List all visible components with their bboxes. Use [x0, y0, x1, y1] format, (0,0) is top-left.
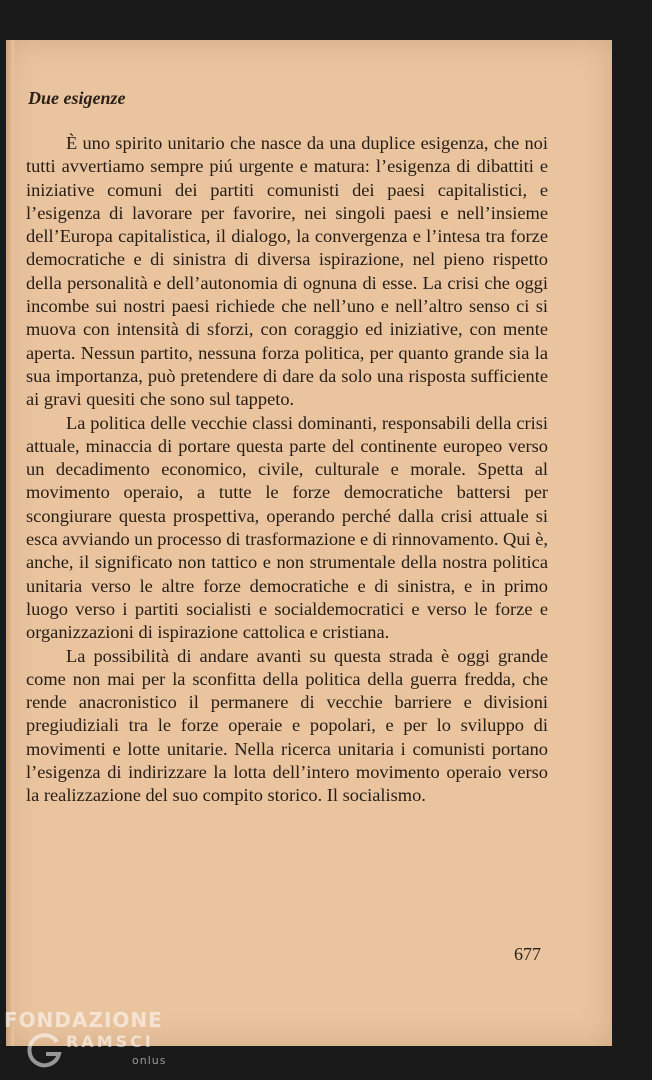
- body-text: [26, 132, 548, 808]
- section-title: Due esigenze: [28, 88, 126, 108]
- watermark-line-3: onlus: [132, 1054, 167, 1067]
- page-number: 677: [514, 944, 541, 964]
- paragraph-1: È uno spirito unitario che nasce da una duplice esigenza, che noi tutti avvertiamo sempre piú urgente e matura: l’esigenza di dibattiti e iniziative comuni dei partiti comunisti dei paesi capitalistici, e l’esigenza di lavorare per favorire, nei singoli paesi e nell’insieme dell’Europa capitalistica, il dialogo, la convergenza e l’intesa tra forze democratiche e di sinistra di diversa ispirazione, nel pieno rispetto della personalità e dell’autonomia di ognuna di esse. La crisi che oggi incombe sui nostri paesi richiede che nell’uno e nell’altro senso ci si muova con intensità di sforzi, con coraggio ed iniziative, con mente aperta. Nessun partito, nessuna forza politica, per quanto grande sia la sua importanza, può pretendere di dare da solo una risposta sufficiente ai gravi quesiti che sono sul tappeto.: [26, 133, 548, 410]
- fondazione-gramsci-watermark: [4, 1008, 167, 1078]
- gramsci-g-logo-icon: [26, 1032, 64, 1070]
- page-edge-shadow: [6, 40, 14, 1046]
- paragraph-3: La possibilità di andare avanti su questa strada è oggi grande come non mai per la sconfitta della politica della guerra fredda, che rende anacronistico il permanere di vecchie barriere e divisioni pregiudiziali tra le forze operaie e popolari, e per lo sviluppo di movimenti e lotte unitarie. Nella ricerca unitaria i comunisti portano l’esigenza di indirizzare la lotta dell’intero movimento operaio verso la realizzazione del suo compito storico. Il socialismo.: [26, 645, 548, 806]
- watermark-line-2: RAMSCI: [66, 1032, 154, 1051]
- watermark-line-1: FONDAZIONE: [4, 1008, 163, 1032]
- paragraph-2: La politica delle vecchie classi dominanti, responsabili della crisi attuale, minaccia di portare questa parte del continente europeo verso un decadimento economico, civile, culturale e morale. Spetta al movimento operaio, a tutte le forze democratiche battersi per scongiurare questa prospettiva, operando perché dalla crisi attuale si esca avviando un processo di trasformazione e di rinnovamento. Qui è, anche, il significato non tattico e non strumentale della nostra politica unitaria verso le altre forze democratiche e di sinistra, e in primo luogo verso i partiti socialisti e socialdemocratici e verso le forze e organizzazioni di ispirazione cattolica e cristiana.: [26, 412, 548, 643]
